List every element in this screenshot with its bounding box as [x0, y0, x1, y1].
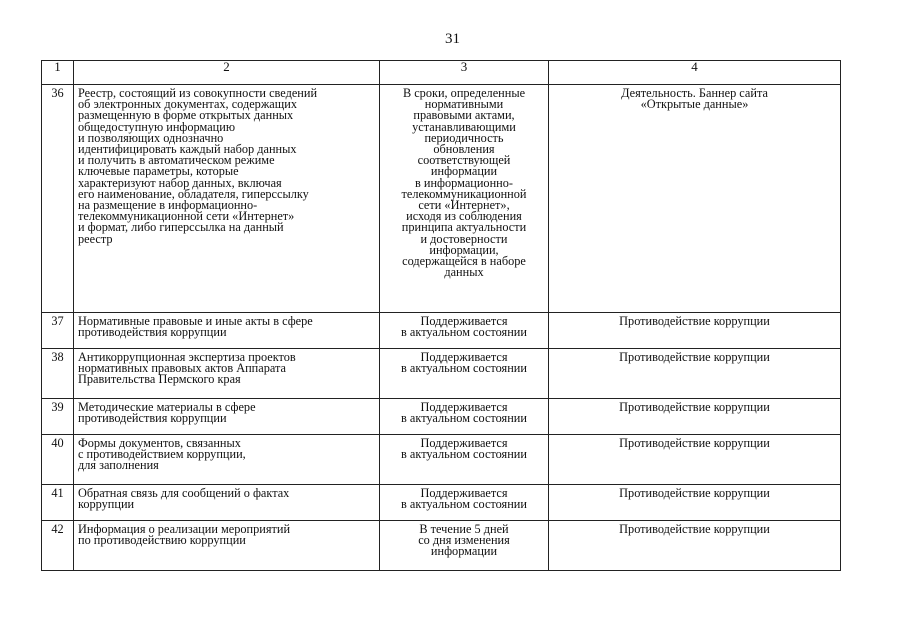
item-description-line: Реестр, состоящий из совокупности сведений	[78, 86, 318, 100]
site-section-line: «Открытые данные»	[640, 97, 749, 112]
item-description-line: с противодействием коррупции,	[78, 447, 246, 462]
update-schedule-line: данных	[444, 265, 484, 280]
item-description-line: общедоступную информацию	[78, 119, 236, 134]
update-schedule	[380, 435, 549, 485]
update-schedule-line: периодичность	[424, 130, 504, 145]
update-schedule	[380, 521, 549, 571]
row-number: 42	[42, 521, 74, 571]
update-schedule-line: в актуальном состоянии	[401, 361, 527, 376]
update-schedule-line: в актуальном состоянии	[401, 447, 527, 462]
item-description-line: размещенную в форме открытых данных	[78, 108, 294, 123]
item-description	[74, 399, 380, 435]
item-description-line: идентифицировать каждый набор данных	[78, 142, 297, 157]
item-description-line: реестр	[78, 231, 113, 246]
item-description-line: для заполнения	[78, 458, 159, 473]
item-description-line: и позволяющих однозначно	[78, 130, 224, 145]
update-schedule-line: сети «Интернет»,	[418, 198, 510, 213]
update-schedule-line: обновления	[433, 142, 495, 157]
update-schedule-line: исходя из соблюдения	[406, 209, 522, 224]
row-number: 40	[42, 435, 74, 485]
update-schedule-line: информации	[430, 164, 498, 179]
update-schedule-line: в актуальном состоянии	[401, 411, 527, 426]
update-schedule-line: со дня изменения	[418, 533, 510, 548]
update-schedule	[380, 399, 549, 435]
item-description-line: по противодействию коррупции	[78, 533, 246, 548]
item-description-line: Формы документов, связанных	[78, 436, 241, 450]
update-schedule	[380, 349, 549, 399]
update-schedule-line: В сроки, определенные	[402, 86, 526, 100]
update-schedule-line: правовыми актами,	[413, 108, 515, 123]
site-section	[549, 349, 841, 399]
item-description-line: Информация о реализации мероприятий	[78, 522, 291, 536]
site-section-line: Противодействие коррупции	[619, 400, 770, 414]
item-description	[74, 349, 380, 399]
item-description	[74, 485, 380, 521]
item-description	[74, 521, 380, 571]
update-schedule-line: Поддерживается	[420, 400, 508, 414]
update-schedule	[380, 313, 549, 349]
table-row	[42, 399, 841, 435]
item-description-line: противодействия коррупции	[78, 411, 227, 426]
item-description-line: на размещение в информационно-	[78, 198, 258, 213]
site-section-line: Противодействие коррупции	[619, 486, 770, 500]
row-number: 41	[42, 485, 74, 521]
column-header-4: 4	[549, 61, 841, 85]
row-number: 36	[42, 85, 74, 313]
item-description-line: его наименование, обладателя, гиперссылку	[78, 186, 309, 201]
update-schedule-line: в актуальном состоянии	[401, 497, 527, 512]
update-schedule-line: Поддерживается	[420, 436, 508, 450]
update-schedule-line: информации,	[429, 242, 499, 257]
update-schedule-line: информации	[430, 544, 498, 559]
table-row	[42, 85, 841, 313]
column-header-1: 1	[42, 61, 74, 85]
update-schedule-line: содержащейся в наборе	[402, 254, 526, 269]
column-header-row	[42, 61, 841, 85]
item-description-line: Нормативные правовые и иные акты в сфере	[78, 314, 313, 328]
table-row	[42, 349, 841, 399]
update-schedule-line: устанавливающими	[412, 119, 516, 134]
update-schedule-line: В течение 5 дней	[419, 522, 509, 536]
item-description-line: телекоммуникационной сети «Интернет»	[78, 209, 295, 224]
update-schedule-line: принципа актуальности	[401, 220, 527, 235]
item-description-line: характеризуют набор данных, включая	[78, 175, 282, 190]
update-schedule-line: телекоммуникационной	[401, 186, 527, 201]
site-section	[549, 435, 841, 485]
item-description-line: нормативных правовых актов Аппарата	[78, 361, 286, 376]
site-section	[549, 399, 841, 435]
update-schedule	[380, 485, 549, 521]
column-header-3: 3	[380, 61, 549, 85]
site-section	[549, 485, 841, 521]
site-section-line: Противодействие коррупции	[619, 350, 770, 364]
item-description-line: Правительства Пермского края	[78, 372, 241, 387]
row-number: 37	[42, 313, 74, 349]
table-row	[42, 521, 841, 571]
update-schedule	[380, 85, 549, 313]
update-schedule-line: в актуальном состоянии	[401, 325, 527, 340]
site-section-line: Противодействие коррупции	[619, 314, 770, 328]
document-table	[41, 60, 841, 571]
item-description-line: противодействия коррупции	[78, 325, 227, 340]
update-schedule-line: соответствующей	[417, 153, 511, 168]
table-row	[42, 313, 841, 349]
update-schedule-line: нормативными	[424, 97, 504, 112]
update-schedule-line: и достоверности	[420, 231, 508, 246]
update-schedule-line: Поддерживается	[420, 314, 508, 328]
item-description-line: ключевые параметры, которые	[78, 164, 239, 179]
site-section	[549, 521, 841, 571]
site-section	[549, 85, 841, 313]
table-row	[42, 435, 841, 485]
row-number: 39	[42, 399, 74, 435]
site-section-line: Противодействие коррупции	[619, 436, 770, 450]
update-schedule-line: Поддерживается	[420, 486, 508, 500]
item-description-line: Антикоррупционная экспертиза проектов	[78, 350, 296, 364]
item-description-line: коррупции	[78, 497, 135, 512]
table-row	[42, 485, 841, 521]
page-number: 31	[445, 31, 460, 47]
item-description	[74, 313, 380, 349]
item-description-line: и формат, либо гиперссылка на данный	[78, 220, 284, 235]
site-section-line: Противодействие коррупции	[619, 522, 770, 536]
site-section-line: Деятельность. Баннер сайта	[621, 86, 768, 100]
site-section	[549, 313, 841, 349]
update-schedule-line: в информационно-	[415, 175, 513, 190]
item-description-line: и получить в автоматическом режиме	[78, 153, 275, 168]
item-description-line: Методические материалы в сфере	[78, 400, 256, 414]
column-header-2: 2	[74, 61, 380, 85]
item-description-line: об электронных документах, содержащих	[78, 97, 297, 112]
item-description	[74, 435, 380, 485]
item-description-line: Обратная связь для сообщений о фактах	[78, 486, 290, 500]
row-number: 38	[42, 349, 74, 399]
item-description	[74, 85, 380, 313]
update-schedule-line: Поддерживается	[420, 350, 508, 364]
